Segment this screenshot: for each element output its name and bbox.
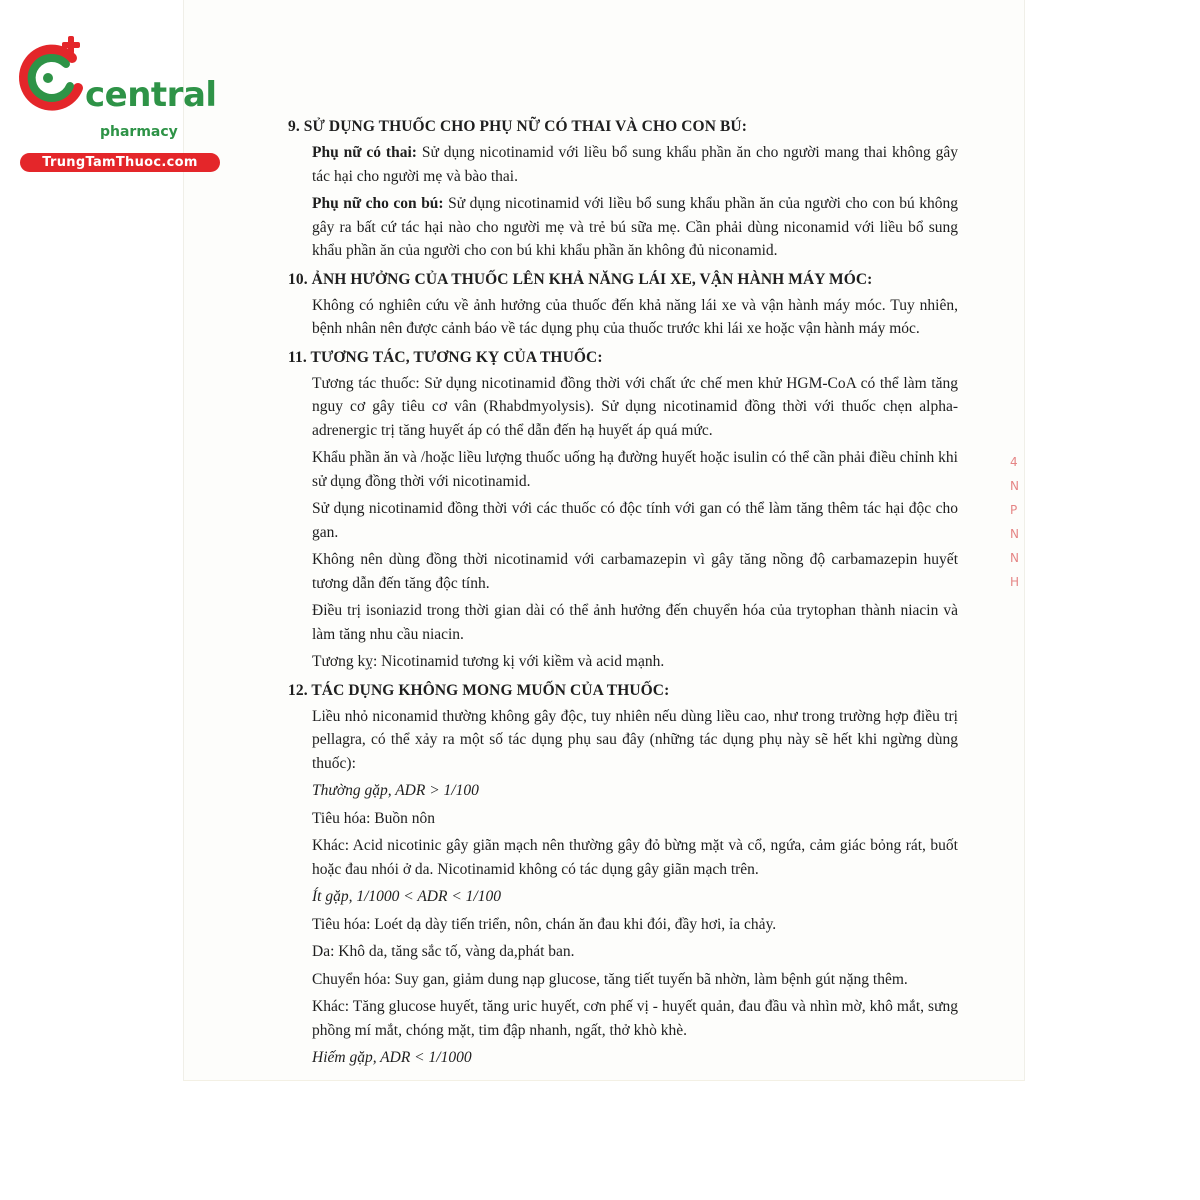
paragraph-text: Liều nhỏ niconamid thường không gây độc, tuy nhiên nếu dùng liều cao, như trong trường hợp điều trị pellagra, có thể xảy ra một số tác dụng phụ sau đây (những tác dụng phụ này sẽ hết khi ngừng dùng thuốc):	[312, 707, 958, 772]
section-heading: 12. TÁC DỤNG KHÔNG MONG MUỐN CỦA THUỐC:	[288, 681, 670, 699]
paragraph	[312, 968, 958, 992]
paragraph	[312, 599, 958, 646]
paragraph-text: Tương tác thuốc: Sử dụng nicotinamid đồng thời với chất ức chế men khử HGM-CoA có thể làm tăng nguy cơ gây tiêu cơ vân (Rhabdmyolysis). Sử dụng nicotinamid đồng thời với thuốc chẹn alpha-adrenergic trị tăng huyết áp có thể dẫn đến hạ huyết áp quá mức.	[312, 374, 958, 439]
paragraph-text: Điều trị isoniazid trong thời gian dài có thể ảnh hưởng đến chuyển hóa của trytophan thành niacin và làm tăng nhu cầu niacin.	[312, 602, 958, 643]
section	[288, 267, 958, 341]
paragraph-label: Phụ nữ có thai:	[312, 144, 417, 161]
paragraph	[312, 995, 958, 1042]
paragraph-text: Sử dụng nicotinamid với liều bổ sung khẩu phần ăn của người cho con bú không gây ra bất cứ tác hại nào cho người mẹ và trẻ bú sữa mẹ. Cần phải dùng niconamid với liều bổ sung khẩu phần ăn của người cho con bú khi khẩu phần ăn không đủ niconamid.	[312, 195, 958, 259]
paragraph-text: Khác: Tăng glucose huyết, tăng uric huyết, cơn phế vị - huyết quản, đau đầu và nhìn mờ, khô mắt, sưng phồng mí mắt, chóng mặt, tim đập nhanh, ngất, thở khò khè.	[312, 998, 958, 1039]
paragraph	[312, 372, 958, 443]
paragraph	[312, 192, 958, 263]
paragraph-label: Phụ nữ cho con bú:	[312, 195, 444, 212]
paragraph-text: Khác: Acid nicotinic gây giãn mạch nên thường gây đỏ bừng mặt và cổ, ngứa, cảm giác bỏng rát, buốt hoặc đau nhói ở da. Nicotinamid không có tác dụng gây giãn mạch trên.	[312, 837, 958, 878]
paragraph	[312, 779, 958, 803]
section-heading: 11. TƯƠNG TÁC, TƯƠNG KỴ CỦA THUỐC:	[288, 348, 603, 366]
paragraph	[312, 834, 958, 881]
section-heading: 10. ẢNH HƯỞNG CỦA THUỐC LÊN KHẢ NĂNG LÁI XE, VẬN HÀNH MÁY MÓC:	[288, 270, 873, 288]
paragraph	[312, 940, 958, 964]
paragraph-text: Tiêu hóa: Buồn nôn	[312, 809, 436, 827]
paragraph-text: Khẩu phần ăn và /hoặc liều lượng thuốc uống hạ đường huyết hoặc isulin có thể cần phải điều chỉnh khi sử dụng đồng thời với nicotinamid.	[312, 449, 958, 490]
document-content	[288, 114, 958, 1074]
section-heading: 9. SỬ DỤNG THUỐC CHO PHỤ NỮ CÓ THAI VÀ CHO CON BÚ:	[288, 118, 747, 135]
stamp-fragment: 4	[1010, 455, 1018, 469]
paragraph	[312, 294, 958, 341]
stamp-fragment: N	[1010, 551, 1019, 565]
paragraph	[312, 885, 958, 909]
paragraph	[312, 446, 958, 493]
stamp-fragment: N	[1010, 479, 1019, 493]
section-body	[288, 705, 958, 1070]
paragraph-text: Chuyển hóa: Suy gan, giảm dung nạp glucose, tăng tiết tuyến bã nhờn, làm bệnh gút nặng thêm.	[312, 970, 908, 988]
brand-logo[interactable]	[10, 36, 220, 170]
paragraph-text: Tương kỵ: Nicotinamid tương kị với kiềm và acid mạnh.	[312, 653, 665, 670]
brand-subtitle: pharmacy	[100, 124, 178, 140]
section-body	[288, 372, 958, 674]
paragraph	[312, 548, 958, 595]
brand-name: central	[85, 75, 217, 115]
margin-stamp	[1010, 455, 1030, 599]
paragraph-text: Sử dụng nicotinamid với liều bổ sung khẩu phần ăn cho người mang thai không gây tác hại cho người mẹ và bào thai.	[312, 144, 958, 185]
brand-url-badge[interactable]: TrungTamThuoc.com	[20, 153, 220, 172]
stamp-fragment: P	[1010, 503, 1018, 517]
section	[288, 345, 958, 674]
paragraph-text: Không nên dùng đồng thời nicotinamid với carbamazepin vì gây tăng nồng độ carbamazepin huyết tương dẫn đến tăng độc tính.	[312, 551, 958, 592]
paragraph-text: Tiêu hóa: Loét dạ dày tiến triển, nôn, chán ăn đau khi đói, đầy hơi, ỉa chảy.	[312, 915, 777, 933]
section-body	[288, 141, 958, 263]
brand-mark-icon	[10, 36, 92, 118]
paragraph-text: Sử dụng nicotinamid đồng thời với các thuốc có độc tính với gan có thể làm tăng thêm tác hại độc cho gan.	[312, 500, 958, 541]
paragraph	[312, 141, 958, 188]
paragraph	[312, 913, 958, 937]
stamp-fragment: N	[1010, 527, 1019, 541]
paragraph-text: Ít gặp, 1/1000 < ADR < 1/100	[312, 888, 501, 905]
paragraph-text: Không có nghiên cứu về ảnh hưởng của thuốc đến khả năng lái xe và vận hành máy móc. Tuy nhiên, bệnh nhân nên được cảnh báo về tác dụng phụ của thuốc trước khi lái xe hoặc vận hành máy móc.	[312, 296, 958, 337]
section	[288, 114, 958, 263]
paragraph-text: Hiếm gặp, ADR < 1/1000	[312, 1049, 472, 1066]
paragraph	[312, 497, 958, 544]
paragraph	[312, 650, 958, 674]
paragraph	[312, 705, 958, 776]
paragraph	[312, 1046, 958, 1070]
section-body	[288, 294, 958, 341]
paragraph-text: Thường gặp, ADR > 1/100	[312, 782, 479, 799]
section	[288, 678, 958, 1070]
paragraph-text: Da: Khô da, tăng sắc tố, vàng da,phát ban.	[312, 943, 575, 960]
stamp-fragment: H	[1010, 575, 1020, 589]
paragraph	[312, 807, 958, 831]
